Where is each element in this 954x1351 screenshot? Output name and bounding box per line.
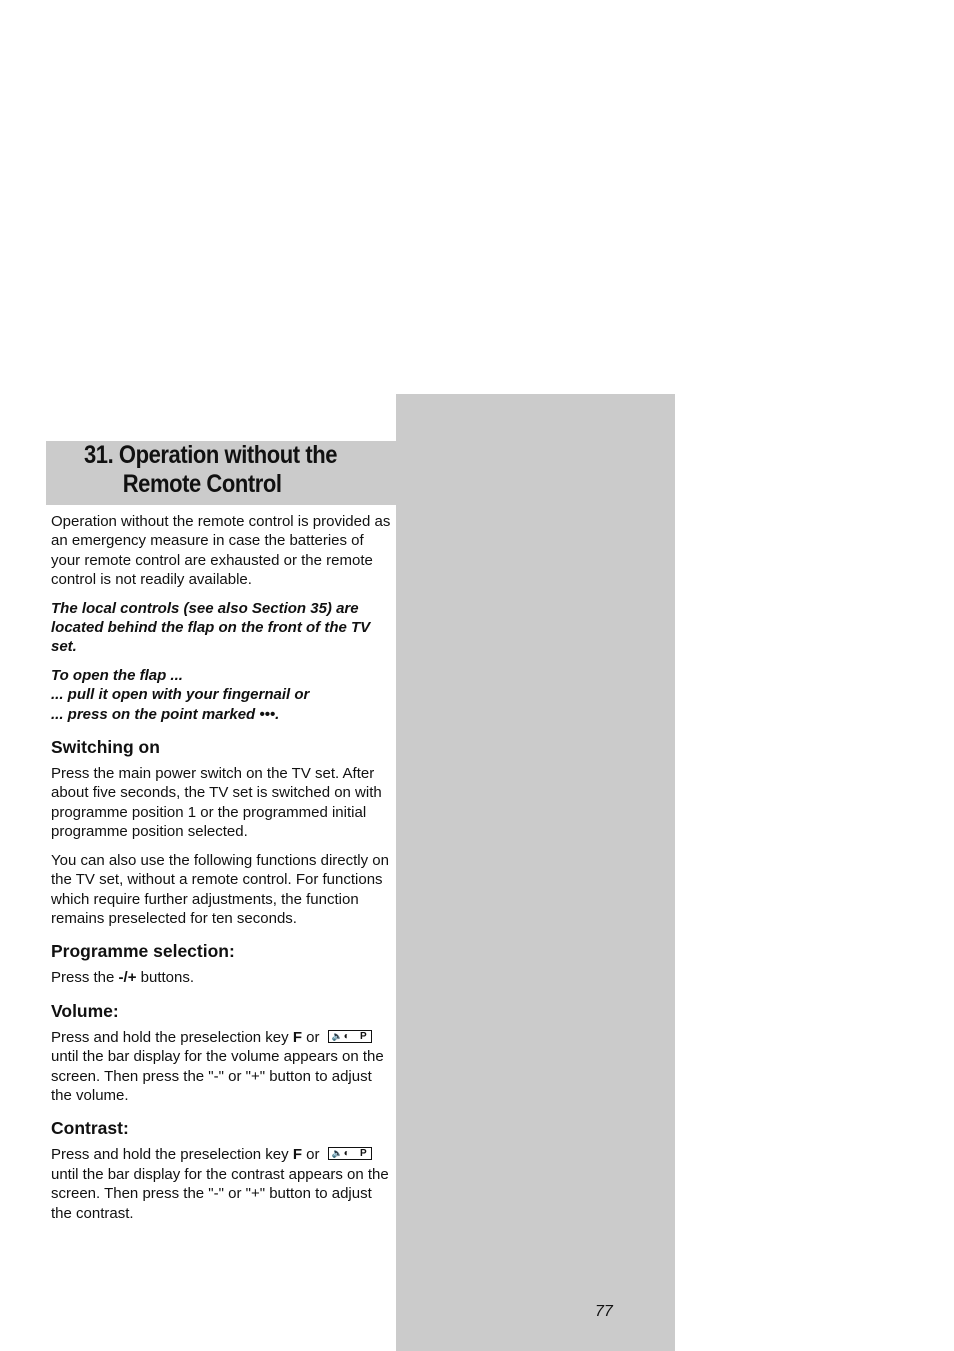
plus-minus-key: -/+ <box>118 969 137 987</box>
page-number: 77 <box>595 1303 613 1320</box>
contrast-icon: ◐ <box>343 1148 350 1160</box>
contrast-heading: Contrast: <box>51 1118 129 1139</box>
grey-side-panel <box>396 394 675 1351</box>
title-line-1: 31. Operation without the <box>84 441 338 469</box>
preselection-key-icon <box>328 1147 372 1160</box>
programme-selection-text <box>51 968 395 987</box>
f-key: F <box>292 1028 302 1046</box>
switching-on-paragraph-1: Press the main power switch on the TV set. After about five seconds, the TV set is switched on with programme position 1 or the programmed initial programme position selected. <box>51 765 382 841</box>
intro-paragraph: Operation without the remote control is provided as an emergency measure in case the batteries of your remote control are exhausted or the remote control is not readily available. <box>51 513 391 589</box>
f-key: F <box>292 1146 302 1164</box>
volume-text <box>51 1028 395 1106</box>
page-title <box>84 441 337 499</box>
switching-on-paragraph-2: You can also use the following functions directly on the TV set, without a remote control. For functions which require further adjustments, the function remains preselected for ten seconds. <box>51 851 389 927</box>
programme-p-icon: P <box>360 1030 367 1042</box>
programme-text-after: buttons. <box>136 969 195 987</box>
contrast-text-or: or <box>301 1146 324 1164</box>
flap-instructions <box>51 666 395 724</box>
speaker-icon: 🔈 <box>331 1148 343 1159</box>
preselection-key-icon <box>328 1030 372 1043</box>
main-column <box>51 512 395 1232</box>
contrast-text <box>51 1145 395 1223</box>
programme-p-icon: P <box>360 1148 367 1160</box>
volume-text-before: Press and hold the preselection key <box>51 1028 293 1046</box>
title-line-2: Remote Control <box>122 470 282 498</box>
local-controls-note: The local controls (see also Section 35) are located behind the flap on the front of the TV set. <box>51 599 371 656</box>
flap-line-2: ... pull it open with your fingernail or <box>51 686 310 704</box>
flap-line-1: To open the flap ... <box>51 666 183 684</box>
speaker-icon: 🔈 <box>331 1030 343 1041</box>
programme-text-before: Press the <box>51 969 119 987</box>
volume-text-after: until the bar display for the volume appears on the screen. Then press the "-" or "+" button to adjust the volume. <box>51 1048 384 1104</box>
programme-selection-heading: Programme selection: <box>51 941 235 962</box>
contrast-icon: ◐ <box>343 1030 350 1042</box>
switching-on-heading: Switching on <box>51 737 160 758</box>
contrast-text-after: until the bar display for the contrast appears on the screen. Then press the "-" or "+" button to adjust the contrast. <box>51 1165 389 1222</box>
flap-line-3: ... press on the point marked •••. <box>51 705 280 723</box>
contrast-text-before: Press and hold the preselection key <box>51 1146 293 1164</box>
volume-heading: Volume: <box>51 1000 119 1021</box>
volume-text-or: or <box>301 1028 324 1046</box>
